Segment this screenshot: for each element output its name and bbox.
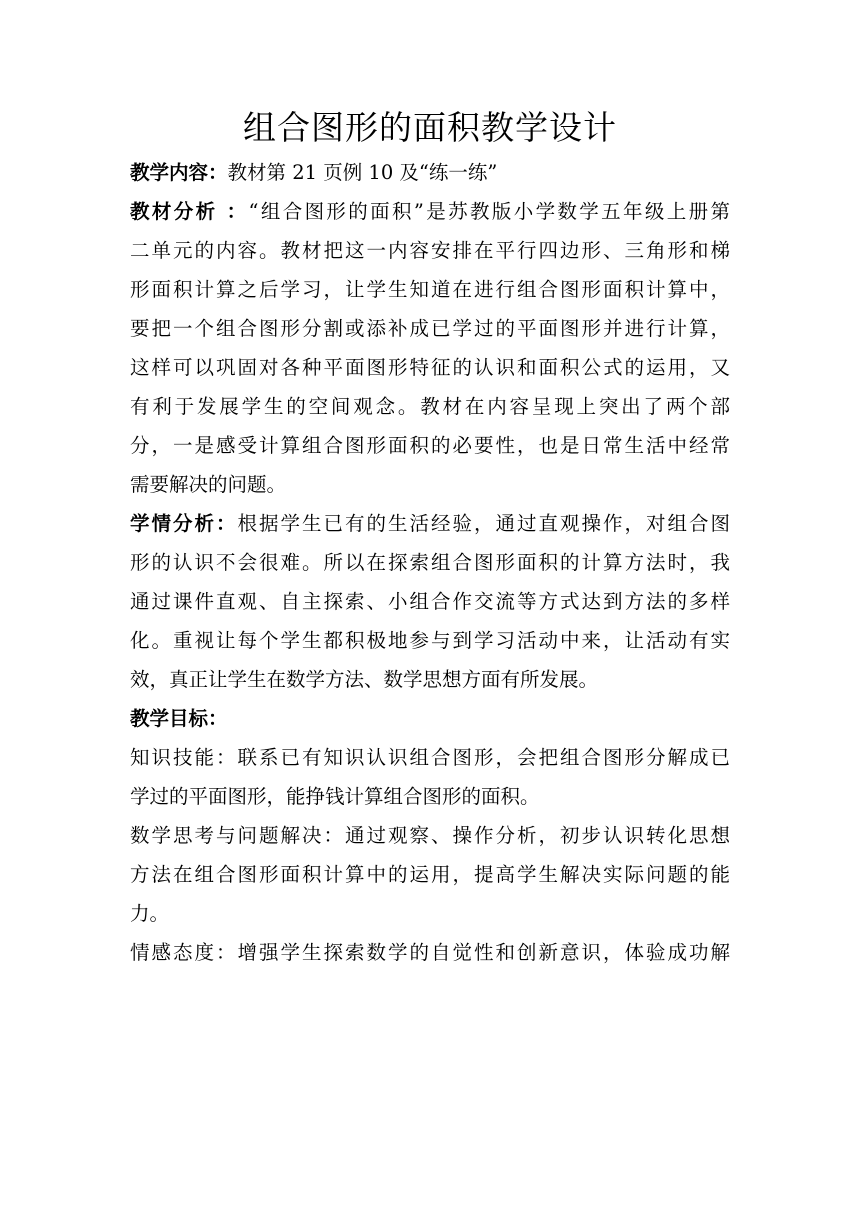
paragraph-teaching-goals bbox=[130, 699, 730, 738]
paragraph-textbook-analysis bbox=[130, 192, 730, 504]
text-line: 学过的平面图形，能挣钱计算组合图形的面积。 bbox=[130, 785, 540, 808]
text-line: 方法在组合图形面积计算中的运用，提高学生解决实际问题的能 bbox=[130, 863, 730, 886]
section-heading: 教学目标： bbox=[130, 707, 228, 730]
text-line: 形的认识不会很难。所以在探索组合图形面积的计算方法时，我 bbox=[130, 551, 730, 574]
paragraph-label: 学情分析： bbox=[130, 512, 238, 535]
text-line: 力。 bbox=[130, 902, 170, 925]
text-line bbox=[130, 153, 730, 192]
line-text: 教材第 21 页例 10 及“练一练” bbox=[227, 161, 498, 184]
document-body bbox=[130, 153, 730, 972]
paragraph-knowledge-skills bbox=[130, 738, 730, 816]
text-line: 二单元的内容。教材把这一内容安排在平行四边形、三角形和梯 bbox=[130, 239, 730, 262]
text-line bbox=[130, 192, 730, 231]
text-line: 效，真正让学生在数学方法、数学思想方面有所发展。 bbox=[130, 668, 599, 691]
line-text: “组合图形的面积”是苏教版小学数学五年级上册第 bbox=[248, 200, 730, 223]
text-line: 分，一是感受计算组合图形面积的必要性，也是日常生活中经常 bbox=[130, 434, 730, 457]
paragraph-math-thinking bbox=[130, 816, 730, 933]
text-line: 知识技能：联系已有知识认识组合图形，会把组合图形分解成已 bbox=[130, 746, 730, 769]
paragraph-teaching-content bbox=[130, 153, 730, 192]
text-line bbox=[130, 504, 730, 543]
text-line: 需要解决的问题。 bbox=[130, 473, 287, 496]
text-line: 要把一个组合图形分割或添补成已学过的平面图形并进行计算， bbox=[130, 317, 730, 340]
text-line: 情感态度：增强学生探索数学的自觉性和创新意识，体验成功解 bbox=[130, 941, 730, 964]
line-text: 根据学生已有的生活经验，通过直观操作，对组合图 bbox=[237, 512, 730, 535]
document-title: 组合图形的面积教学设计 bbox=[243, 108, 617, 147]
paragraph-attitude bbox=[130, 933, 730, 972]
paragraph-label: 教学内容： bbox=[130, 161, 228, 184]
text-line: 形面积计算之后学习，让学生知道在进行组合图形面积计算中， bbox=[130, 278, 730, 301]
text-line: 这样可以巩固对各种平面图形特征的认识和面积公式的运用，又 bbox=[130, 356, 730, 379]
text-line: 数学思考与问题解决：通过观察、操作分析，初步认识转化思想 bbox=[130, 824, 730, 847]
paragraph-label: 教材分析 ： bbox=[130, 200, 249, 223]
text-line bbox=[130, 699, 730, 738]
paragraph-student-analysis bbox=[130, 504, 730, 699]
text-line: 化。重视让每个学生都积极地参与到学习活动中来，让活动有实 bbox=[130, 629, 730, 652]
text-line: 有利于发展学生的空间观念。教材在内容呈现上突出了两个部 bbox=[130, 395, 730, 418]
text-line: 通过课件直观、自主探索、小组合作交流等方式达到方法的多样 bbox=[130, 590, 730, 613]
